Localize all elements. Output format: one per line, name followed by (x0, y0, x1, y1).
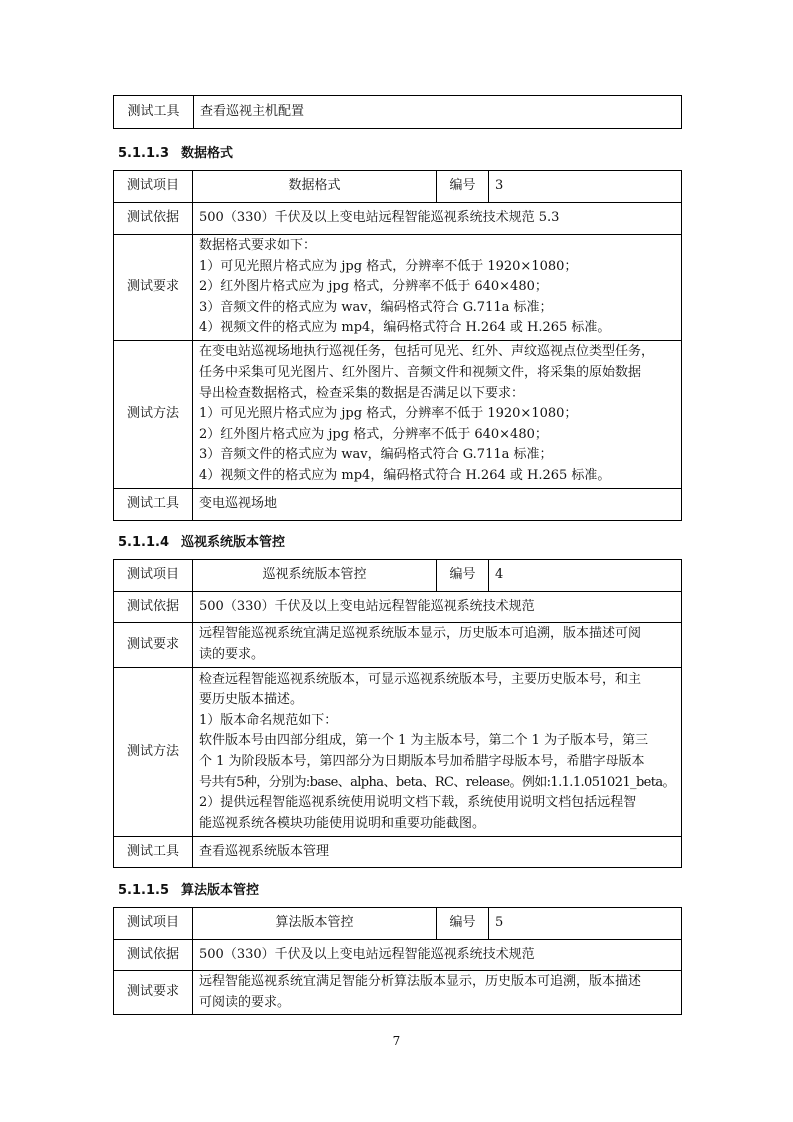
item-value: 算法版本管控 (193, 908, 437, 940)
method-line: 4）视频文件的格式应为 mp4，编码格式符合 H.264 或 H.265 标准。 (199, 467, 611, 483)
method-line: 2）红外图片格式应为 jpg 格式，分辨率不低于 640×480； (199, 426, 548, 442)
basis-label: 测试依据 (114, 592, 193, 623)
method-line: 1）可见光照片格式应为 jpg 格式，分辨率不低于 1920×1080； (199, 406, 578, 422)
tool-label: 测试工具 (114, 96, 194, 129)
method-value (193, 668, 682, 837)
method-line: 能巡视系统各模块功能使用说明和重要功能截图。 (199, 815, 486, 831)
section-heading-5-1-1-4 (118, 531, 285, 550)
section-number: 5.1.1.3 (118, 146, 169, 161)
method-label: 测试方法 (114, 341, 193, 489)
section-title: 算法版本管控 (181, 883, 260, 898)
method-value (193, 341, 682, 489)
item-value: 数据格式 (193, 171, 437, 203)
basis-value: 500（330）千伏及以上变电站远程智能巡视系统技术规范 (193, 592, 682, 623)
item-value: 巡视系统版本管控 (193, 560, 437, 592)
tool-table-top (113, 95, 682, 129)
req-line: 1）可见光照片格式应为 jpg 格式，分辨率不低于 1920×1080； (199, 258, 578, 274)
test-table-5-1-1-3 (113, 170, 682, 521)
item-label: 测试项目 (114, 908, 193, 940)
method-line: 个 1 为阶段版本号，第四部分为日期版本号加希腊字母版本号，希腊字母版本 (199, 754, 645, 769)
method-line: 2）提供远程智能巡视系统使用说明文档下载，系统使用说明文档包括远程智 (199, 795, 637, 811)
method-line: 任务中采集可见光图片、红外图片、音频文件和视频文件，将采集的原始数据 (199, 365, 642, 381)
method-line: 3）音频文件的格式应为 wav，编码格式符合 G.711a 标准； (199, 447, 553, 463)
req-label: 测试要求 (114, 623, 193, 668)
req-label: 测试要求 (114, 971, 193, 1015)
section-title: 巡视系统版本管控 (181, 535, 286, 550)
test-table-5-1-1-4 (113, 559, 682, 868)
req-line: 可阅读的要求。 (199, 994, 291, 1010)
tool-value: 变电巡视场地 (193, 489, 682, 521)
id-value: 5 (489, 908, 682, 940)
req-value (193, 971, 682, 1015)
req-line: 4）视频文件的格式应为 mp4，编码格式符合 H.264 或 H.265 标准。 (199, 320, 611, 336)
method-line: 检查远程智能巡视系统版本，可显示巡视系统版本号，主要历史版本号，和主 (199, 671, 642, 687)
basis-value: 500（330）千伏及以上变电站远程智能巡视系统技术规范 5.3 (193, 203, 682, 235)
method-label: 测试方法 (114, 668, 193, 837)
req-line: 读的要求。 (199, 647, 265, 662)
method-line: 导出检查数据格式，检查采集的数据是否满足以下要求： (199, 385, 525, 401)
req-line: 远程智能巡视系统宜满足智能分析算法版本显示，历史版本可追溯，版本描述 (199, 974, 642, 989)
basis-label: 测试依据 (114, 940, 193, 971)
section-title: 数据格式 (181, 146, 234, 161)
basis-value: 500（330）千伏及以上变电站远程智能巡视系统技术规范 (193, 940, 682, 971)
req-value (193, 623, 682, 668)
tool-value: 查看巡视主机配置 (194, 96, 682, 129)
req-line: 3）音频文件的格式应为 wav，编码格式符合 G.711a 标准； (199, 299, 553, 315)
req-label: 测试要求 (114, 235, 193, 341)
section-heading-5-1-1-5 (118, 879, 259, 898)
method-line: 号共有5种，分别为:base、alpha、beta、RC、release。例如:1.1.1.051021_beta。 (199, 774, 675, 790)
section-number: 5.1.1.4 (118, 535, 169, 550)
id-label: 编号 (437, 908, 489, 940)
item-label: 测试项目 (114, 171, 193, 203)
tool-value: 查看巡视系统版本管理 (193, 837, 682, 868)
method-line: 在变电站巡视场地执行巡视任务，包括可见光、红外、声纹巡视点位类型任务， (199, 344, 655, 360)
req-line: 远程智能巡视系统宜满足巡视系统版本显示，历史版本可追溯，版本描述可阅 (199, 626, 642, 642)
section-number: 5.1.1.5 (118, 883, 169, 898)
method-line: 软件版本号由四部分组成，第一个 1 为主版本号，第二个 1 为子版本号，第三 (199, 733, 649, 749)
tool-label: 测试工具 (114, 489, 193, 521)
tool-label: 测试工具 (114, 837, 193, 868)
req-line: 2）红外图片格式应为 jpg 格式，分辨率不低于 640×480； (199, 279, 548, 295)
page-number: 7 (392, 1034, 401, 1048)
test-table-5-1-1-5 (113, 907, 682, 1015)
section-heading-5-1-1-3 (118, 142, 233, 161)
method-line: 1）版本命名规范如下： (199, 712, 338, 728)
req-value (193, 235, 682, 341)
method-line: 要历史版本描述。 (199, 692, 304, 708)
req-line: 数据格式要求如下： (199, 238, 317, 254)
id-label: 编号 (437, 560, 489, 592)
item-label: 测试项目 (114, 560, 193, 592)
id-value: 3 (489, 171, 682, 203)
basis-label: 测试依据 (114, 203, 193, 235)
id-label: 编号 (437, 171, 489, 203)
id-value: 4 (489, 560, 682, 592)
